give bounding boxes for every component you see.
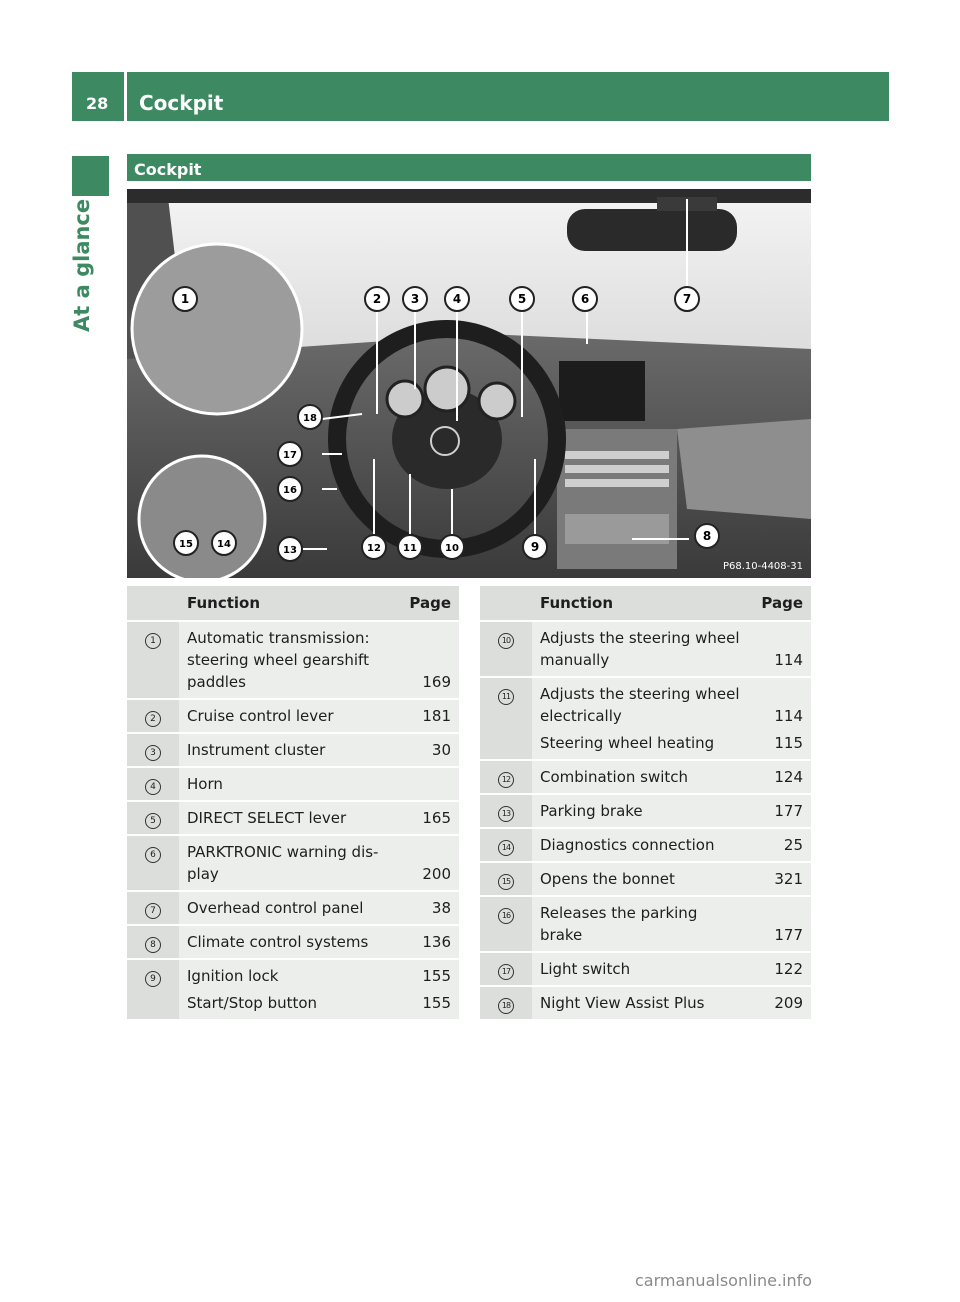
svg-text:10: 10 — [445, 543, 459, 554]
page-ref: 169 — [397, 621, 459, 699]
callout-5 — [510, 287, 534, 311]
function-line: Cruise control lever — [187, 707, 334, 725]
item-number — [480, 760, 532, 794]
page-number: 28 — [86, 94, 109, 113]
right-function-table — [480, 586, 811, 1021]
function-line: Adjusts the steering wheel — [540, 685, 740, 703]
table-row — [127, 767, 459, 801]
function-text — [179, 835, 397, 891]
function-text — [179, 621, 397, 699]
function-text — [179, 959, 397, 992]
item-number — [127, 621, 179, 699]
svg-text:14: 14 — [217, 539, 231, 550]
function-line: Opens the bonnet — [540, 870, 675, 888]
circled-number-icon: 7 — [145, 903, 161, 919]
item-number — [127, 767, 179, 801]
callout-3 — [403, 287, 427, 311]
header-num — [127, 586, 179, 621]
table-row — [127, 925, 459, 959]
function-line: Diagnostics connection — [540, 836, 715, 854]
page-ref: 114 — [749, 621, 811, 677]
page-ref: 181 — [397, 699, 459, 733]
table-row — [480, 760, 811, 794]
svg-text:13: 13 — [283, 545, 297, 556]
function-line: Releases the parking brake — [540, 904, 698, 944]
side-tab-marker — [72, 156, 109, 196]
item-number — [480, 828, 532, 862]
table-row — [127, 621, 459, 699]
table-header-row — [480, 586, 811, 621]
page-ref: 25 — [749, 828, 811, 862]
left-function-table — [127, 586, 459, 1021]
page-ref: 155 — [397, 959, 459, 992]
page-ref: 177 — [749, 896, 811, 952]
function-text — [532, 621, 749, 677]
table-row — [127, 835, 459, 891]
circled-number-icon: 16 — [498, 908, 514, 924]
function-text — [179, 801, 397, 835]
item-number — [480, 986, 532, 1020]
page-ref: 200 — [397, 835, 459, 891]
watermark: carmanualsonline.info — [635, 1271, 813, 1290]
circled-number-icon: 5 — [145, 813, 161, 829]
item-number — [127, 959, 179, 1020]
function-line: manually — [540, 651, 610, 669]
page-ref: 209 — [749, 986, 811, 1020]
callout-12 — [362, 535, 386, 559]
svg-text:9: 9 — [530, 540, 540, 554]
function-text — [532, 760, 749, 794]
item-number — [127, 699, 179, 733]
circled-number-icon: 17 — [498, 964, 514, 980]
function-line: Climate control systems — [187, 933, 369, 951]
table-row — [480, 621, 811, 677]
svg-text:18: 18 — [303, 413, 317, 424]
function-text — [179, 699, 397, 733]
function-line: Automatic transmission: — [187, 629, 370, 647]
header-divider — [124, 72, 127, 121]
left-table-body — [127, 621, 459, 1020]
item-number — [127, 801, 179, 835]
side-tab-label: At a glance — [70, 198, 94, 332]
page-ref: 177 — [749, 794, 811, 828]
table-row — [127, 733, 459, 767]
page-ref: 165 — [397, 801, 459, 835]
circled-number-icon: 12 — [498, 772, 514, 788]
circled-number-icon: 18 — [498, 998, 514, 1014]
circled-number-icon: 13 — [498, 806, 514, 822]
function-line: electrically — [540, 707, 622, 725]
function-line: play — [187, 865, 219, 883]
function-line: Horn — [187, 775, 223, 793]
svg-text:8: 8 — [702, 529, 712, 543]
svg-text:1: 1 — [180, 292, 190, 306]
function-text — [532, 952, 749, 986]
item-number — [127, 925, 179, 959]
callout-8 — [695, 524, 719, 548]
callout-17 — [278, 442, 302, 466]
item-number — [480, 621, 532, 677]
svg-text:16: 16 — [283, 485, 297, 496]
item-number — [480, 677, 532, 760]
right-table-body — [480, 621, 811, 1020]
function-text — [179, 891, 397, 925]
item-number — [480, 862, 532, 896]
page-ref: 30 — [397, 733, 459, 767]
circled-number-icon: 14 — [498, 840, 514, 856]
callout-13 — [278, 537, 302, 561]
function-line: Parking brake — [540, 802, 643, 820]
table-row — [480, 952, 811, 986]
callout-2 — [365, 287, 389, 311]
table-row — [480, 794, 811, 828]
cockpit-photo — [127, 189, 811, 578]
item-number — [480, 896, 532, 952]
svg-text:7: 7 — [682, 292, 692, 306]
item-number — [127, 835, 179, 891]
header-function: Function — [532, 586, 749, 621]
function-text — [532, 986, 749, 1020]
header-function: Function — [179, 586, 397, 621]
header-page: Page — [397, 586, 459, 621]
page-ref: 155 — [397, 992, 459, 1020]
svg-text:11: 11 — [403, 543, 417, 554]
circled-number-icon: 6 — [145, 847, 161, 863]
page-ref: 115 — [749, 732, 811, 760]
callout-1 — [173, 287, 197, 311]
circled-number-icon: 11 — [498, 689, 514, 705]
callout-15 — [174, 531, 198, 555]
function-line: paddles — [187, 673, 246, 691]
function-text — [532, 828, 749, 862]
section-title: Cockpit — [134, 160, 202, 179]
function-text: Steering wheel heating — [532, 732, 749, 760]
item-number — [480, 952, 532, 986]
function-line: DIRECT SELECT lever — [187, 809, 347, 827]
table-row — [127, 801, 459, 835]
page-ref: 136 — [397, 925, 459, 959]
svg-text:3: 3 — [410, 292, 420, 306]
callout-16 — [278, 477, 302, 501]
function-line: PARKTRONIC warning dis- — [187, 843, 379, 861]
circled-number-icon: 4 — [145, 779, 161, 795]
cockpit-illustration — [127, 189, 811, 578]
item-number — [480, 794, 532, 828]
table-row — [127, 699, 459, 733]
table-header-row — [127, 586, 459, 621]
svg-text:17: 17 — [283, 450, 297, 461]
function-line: Night View Assist Plus — [540, 994, 705, 1012]
callout-7 — [675, 287, 699, 311]
function-text — [179, 767, 397, 801]
page-ref: 38 — [397, 891, 459, 925]
table-row — [127, 891, 459, 925]
circled-number-icon: 15 — [498, 874, 514, 890]
svg-text:15: 15 — [179, 539, 193, 550]
page-ref: 124 — [749, 760, 811, 794]
callout-18 — [298, 405, 322, 429]
function-text — [532, 862, 749, 896]
svg-text:12: 12 — [367, 543, 381, 554]
callout-6 — [573, 287, 597, 311]
table-row — [480, 828, 811, 862]
svg-text:6: 6 — [580, 292, 590, 306]
function-line: Combination switch — [540, 768, 689, 786]
page-ref — [397, 767, 459, 801]
section-bar — [127, 154, 811, 181]
function-line: Instrument cluster — [187, 741, 326, 759]
page-ref: 321 — [749, 862, 811, 896]
function-text — [179, 733, 397, 767]
function-text: Start/Stop button — [179, 992, 397, 1020]
circled-number-icon: 3 — [145, 745, 161, 761]
callout-10 — [440, 535, 464, 559]
svg-text:5: 5 — [517, 292, 527, 306]
circled-number-icon: 9 — [145, 971, 161, 987]
table-row — [480, 677, 811, 732]
function-text — [532, 677, 749, 732]
function-line: Adjusts the steering wheel — [540, 629, 740, 647]
function-line: Light switch — [540, 960, 631, 978]
item-number — [127, 733, 179, 767]
header-title: Cockpit — [139, 91, 224, 115]
callout-9 — [523, 535, 547, 559]
header-page: Page — [749, 586, 811, 621]
svg-text:2: 2 — [372, 292, 382, 306]
function-line: Overhead control panel — [187, 899, 364, 917]
callout-4 — [445, 287, 469, 311]
table-row — [480, 862, 811, 896]
table-row — [480, 986, 811, 1020]
table-row — [127, 959, 459, 992]
callout-11 — [398, 535, 422, 559]
figure-code: P68.10-4408-31 — [722, 561, 803, 572]
circled-number-icon: 8 — [145, 937, 161, 953]
page-ref: 114 — [749, 677, 811, 732]
header-num — [480, 586, 532, 621]
function-text — [179, 925, 397, 959]
item-number — [127, 891, 179, 925]
callout-14 — [212, 531, 236, 555]
function-text — [532, 896, 749, 952]
circled-number-icon: 2 — [145, 711, 161, 727]
function-text — [532, 794, 749, 828]
table-row — [480, 896, 811, 952]
circled-number-icon: 1 — [145, 633, 161, 649]
function-line: Ignition lock — [187, 967, 279, 985]
page-ref: 122 — [749, 952, 811, 986]
function-line: steering wheel gearshift — [187, 651, 369, 669]
svg-text:4: 4 — [452, 292, 462, 306]
circled-number-icon: 10 — [498, 633, 514, 649]
